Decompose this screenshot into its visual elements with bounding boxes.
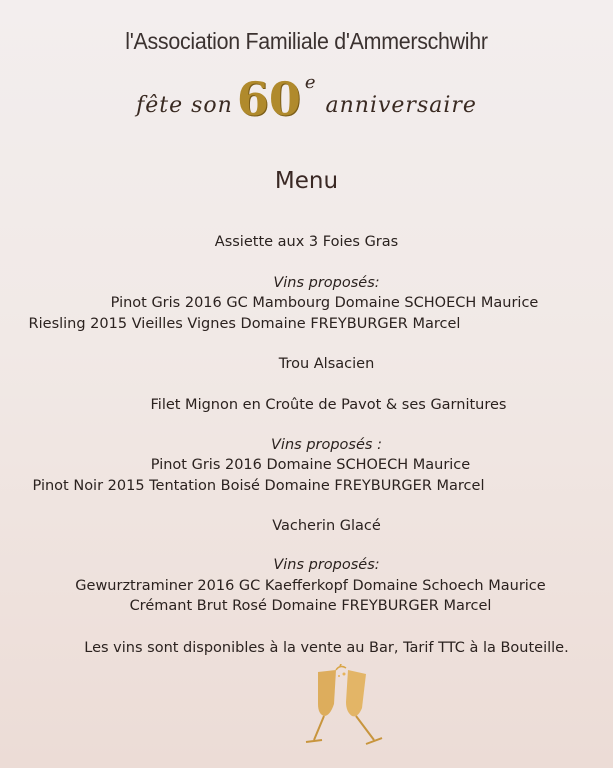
anniversary-number: 60 (236, 72, 301, 126)
course-filet-mignon: Filet Mignon en Croûte de Pavot & ses Garnitures (150, 397, 507, 413)
wine-item: Pinot Gris 2016 GC Mambourg Domaine SCHOECH Maurice (110, 295, 539, 311)
menu-title: Menu (274, 168, 339, 194)
celebrates-text: fête son (136, 93, 233, 118)
wine-item: Gewurztraminer 2016 GC Kaefferkopf Domaine Schoech Maurice (75, 578, 546, 594)
anniversary-text: anniversaire (325, 93, 477, 118)
anniversary-subtitle (0, 66, 613, 126)
wine-item: Pinot Noir 2015 Tentation Boisé Domaine FREYBURGER Marcel (32, 478, 485, 494)
wines-label-1: Vins proposés: (273, 275, 380, 291)
wines-label-3: Vins proposés : (271, 437, 382, 453)
wine-item: Riesling 2015 Vieilles Vignes Domaine FREYBURGER Marcel (28, 316, 461, 332)
course-foies-gras: Assiette aux 3 Foies Gras (214, 234, 399, 250)
anniversary-suffix: e (304, 72, 316, 93)
wine-item: Pinot Gris 2016 Domaine SCHOECH Maurice (150, 457, 471, 473)
champagne-glasses-icon (300, 664, 392, 748)
course-trou-alsacien: Trou Alsacien (278, 356, 375, 372)
association-title: l'Association Familiale d'Ammerschwihr (125, 28, 488, 54)
footer-note: Les vins sont disponibles à la vente au Bar, Tarif TTC à la Bouteille. (84, 640, 569, 656)
wines-label-4: Vins proposés: (273, 557, 380, 573)
course-vacherin: Vacherin Glacé (272, 518, 381, 534)
wine-item: Crémant Brut Rosé Domaine FREYBURGER Marcel (129, 598, 492, 614)
